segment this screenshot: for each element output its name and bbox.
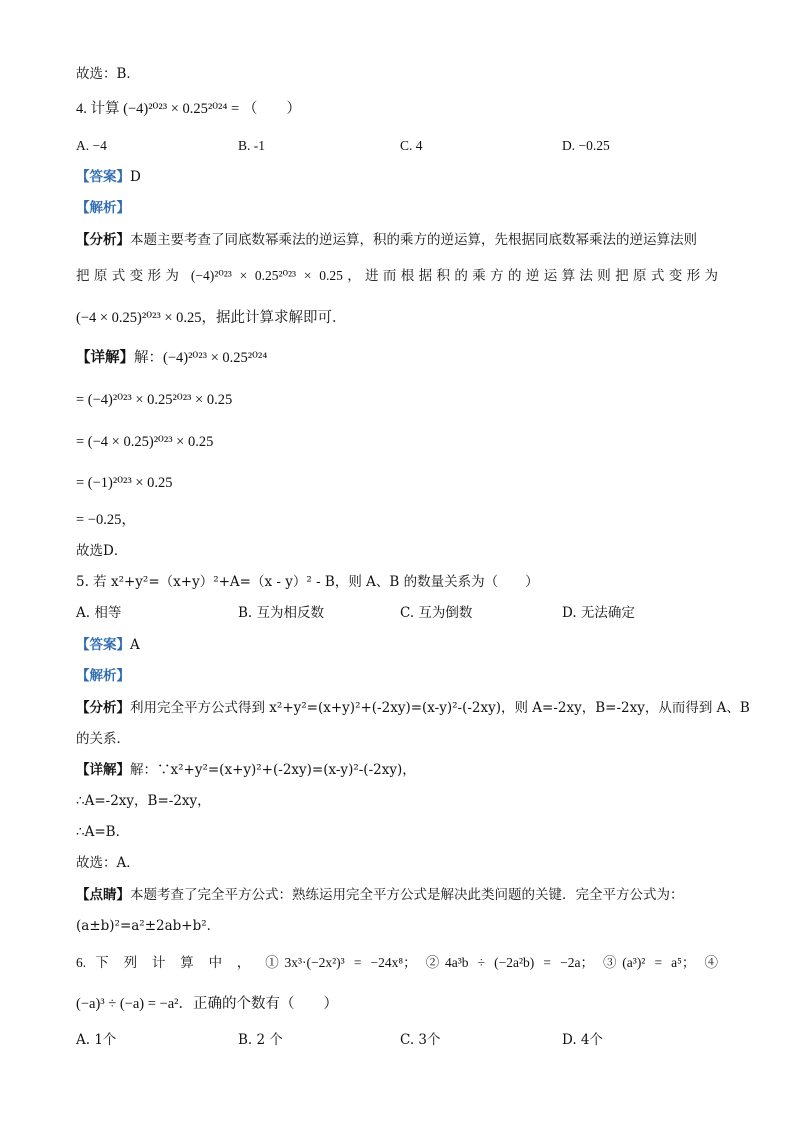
q5-conclusion: 故选：A． [76, 855, 140, 871]
q5-dianjing-line-2: (a±b)²=a²±2ab+b²． [76, 918, 221, 934]
question-6-line-2: (−a)³ ÷ (−a) = −a²．正确的个数有（ ） [76, 996, 338, 1012]
q4-step-4: = −0.25， [76, 512, 136, 528]
q4-conclusion: 故选D． [76, 543, 128, 559]
q5-step-2: ∴A=B． [76, 824, 130, 840]
q4-fenxi-text-1: 本题主要考查了同底数幂乘法的逆运算，积的乘方的逆运算，先根据同底数幂乘法的逆运算法则 [130, 232, 697, 248]
q5-answer: A [130, 637, 140, 653]
q4-step-1: = (−4)²⁰²³ × 0.25²⁰²³ × 0.25 [76, 392, 233, 408]
q5-fenxi-text-1: 利用完全平方公式得到 x²+y²=(x+y)²+(-2xy)=(x-y)²-(-2xy)，则 A=-2xy，B=-2xy，从而得到 A、B [130, 700, 750, 716]
q5-option-a: A. 相等 [76, 605, 122, 621]
q6-option-c: C. 3个 [400, 1032, 441, 1048]
q4-answer-line [76, 167, 141, 187]
question-5: 5. 若 x²+y²=（x+y）²+A=（x - y）² - B，则 A、B 的数量关系为（ ） [76, 574, 539, 590]
fenxi-tag: 【分析】 [76, 700, 130, 716]
q5-step-1: ∴A=-2xy，B=-2xy， [76, 793, 211, 809]
q5-fenxi-line-1 [76, 698, 750, 718]
q4-step-2: = (−4 × 0.25)²⁰²³ × 0.25 [76, 434, 214, 450]
q5-answer-line [76, 635, 140, 655]
question-6-line-1: 6. 下 列 计 算 中 ， ①3x³·(−2x²)³ = −24x⁸； ②4a³b ÷ (−2a²b) = −2a； ③(a³)² = a⁵； ④ [76, 955, 718, 970]
q4-step-3: = (−1)²⁰²³ × 0.25 [76, 475, 173, 491]
question-4: 4. 计算 (−4)²⁰²³ × 0.25²⁰²⁴ = （ ） [76, 101, 301, 117]
dianjing-tag: 【点睛】 [76, 887, 130, 903]
q5-detail-line [76, 760, 416, 780]
q5-detail-text: 解：∵x²+y²=(x+y)²+(-2xy)=(x-y)²-(-2xy)， [130, 762, 416, 778]
q4-fenxi-line-2: 把原式变形为 (−4)²⁰²³ × 0.25²⁰²³ × 0.25，进而根据积的乘方的逆运算法则把原式变形为 [76, 268, 718, 283]
q4-answer: D [130, 169, 141, 185]
q6-option-b: B. 2 个 [238, 1032, 283, 1048]
analysis-tag: 【解析】 [76, 200, 130, 216]
q4-analysis-heading [76, 198, 130, 218]
q6-option-d: D. 4个 [562, 1032, 604, 1048]
q5-option-c: C. 互为倒数 [400, 605, 473, 621]
q5-dianjing-line-1 [76, 885, 684, 905]
answer-tag: 【答案】 [76, 637, 130, 653]
analysis-tag: 【解析】 [76, 668, 130, 684]
detail-tag: 【详解】 [76, 350, 134, 366]
q4-option-b: B. -1 [238, 138, 265, 153]
fenxi-tag: 【分析】 [76, 232, 130, 248]
q4-detail-text: 解：(−4)²⁰²³ × 0.25²⁰²⁴ [134, 350, 268, 366]
q6-option-a: A. 1个 [76, 1032, 117, 1048]
q4-detail-line [76, 348, 267, 368]
q5-analysis-heading [76, 666, 130, 686]
q4-fenxi-line-1 [76, 230, 697, 250]
q5-option-b: B. 互为相反数 [238, 605, 325, 621]
q4-option-a: A. −4 [76, 138, 107, 153]
q5-dianjing-text-1: 本题考查了完全平方公式：熟练运用完全平方公式是解决此类问题的关键．完全平方公式为： [130, 887, 684, 903]
q4-option-d: D. −0.25 [562, 138, 610, 153]
q4-fenxi-line-3: (−4 × 0.25)²⁰²³ × 0.25，据此计算求解即可． [76, 310, 347, 326]
q5-option-d: D. 无法确定 [562, 605, 635, 621]
q5-fenxi-line-2: 的关系． [76, 731, 130, 747]
q4-option-c: C. 4 [400, 138, 423, 153]
detail-tag: 【详解】 [76, 762, 130, 778]
answer-tag: 【答案】 [76, 169, 130, 185]
choice-conclusion: 故选：B． [76, 66, 140, 82]
